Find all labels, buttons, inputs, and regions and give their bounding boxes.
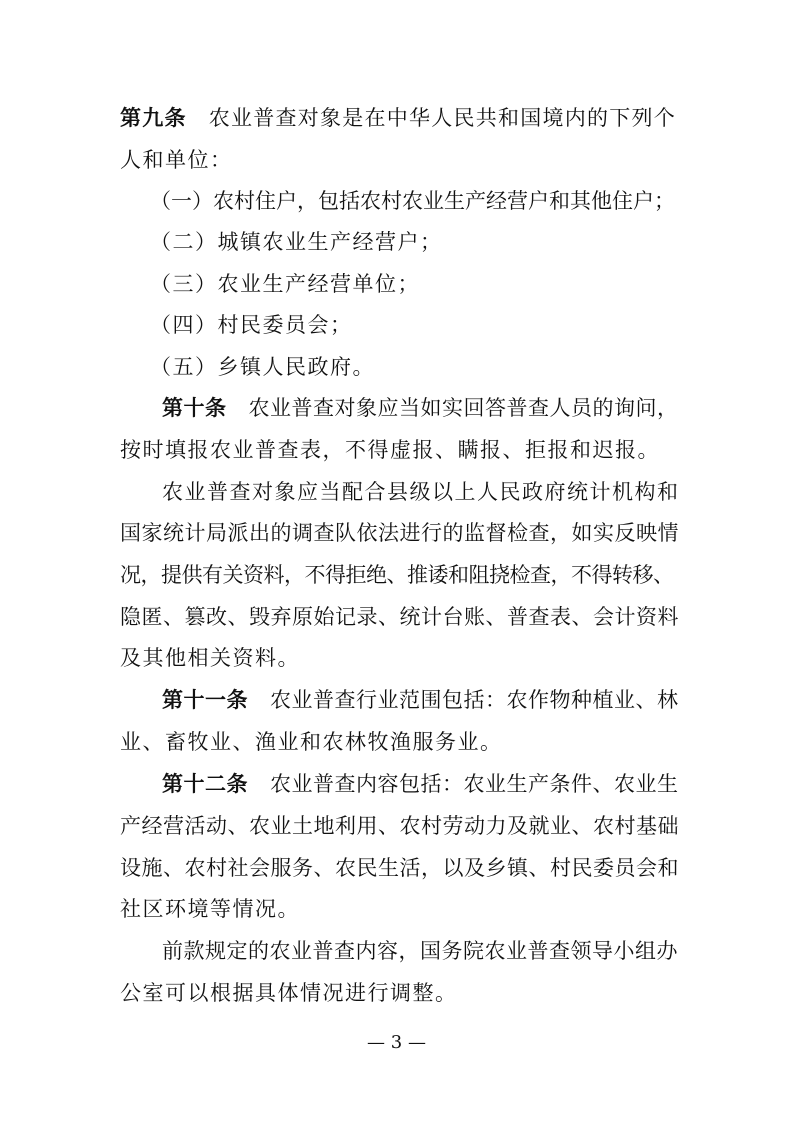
article-11-line-2: 业、畜牧业、渔业和农林牧渔服务业。 xyxy=(120,730,503,754)
article-10-para2-line-5: 及其他相关资料。 xyxy=(120,646,300,670)
article-10-line-2: 按时填报农业普查表，不得虚报、瞒报、拒报和迟报。 xyxy=(120,438,660,462)
article-12-heading: 第十二条 xyxy=(162,772,248,796)
article-12-line-4: 社区环境等情况。 xyxy=(120,897,300,921)
article-11-text: 农业普查行业范围包括：农作物种植业、林 xyxy=(270,688,679,712)
article-12-line-2: 产经营活动、农业土地利用、农村劳动力及就业、农村基础 xyxy=(120,814,679,838)
article-9-line-1 xyxy=(120,103,676,133)
article-10-para2-line-2: 国家统计局派出的调查队依法进行的监督检查，如实反映情 xyxy=(120,521,679,545)
article-12-line-3: 设施、农村社会服务、农民生活，以及乡镇、村民委员会和 xyxy=(120,856,679,880)
article-9-heading: 第九条 xyxy=(120,106,187,130)
article-9-item-3: （三）农业生产经营单位； xyxy=(150,272,420,296)
article-10-heading: 第十条 xyxy=(162,396,227,420)
article-10-text: 农业普查对象应当如实回答普查人员的询问， xyxy=(248,396,679,420)
article-11-heading: 第十一条 xyxy=(162,688,248,712)
article-11-line-1 xyxy=(162,685,679,715)
article-12-para2-line-2: 公室可以根据具体情况进行调整。 xyxy=(120,981,458,1005)
article-10-line-1 xyxy=(162,393,679,423)
article-9-text: 农业普查对象是在中华人民共和国境内的下列个 xyxy=(208,106,676,130)
article-10-para2-line-1: 农业普查对象应当配合县级以上人民政府统计机构和 xyxy=(162,480,680,504)
article-9-line-2: 人和单位： xyxy=(120,148,233,172)
article-12-para2-line-1: 前款规定的农业普查内容，国务院农业普查领导小组办 xyxy=(162,939,678,963)
article-10-para2-line-4: 隐匿、篡改、毁弃原始记录、统计台账、普查表、会计资料 xyxy=(120,605,679,629)
article-12-line-1 xyxy=(162,769,679,799)
page-number: — 3 — xyxy=(367,1032,426,1053)
article-9-item-5: （五）乡镇人民政府。 xyxy=(150,355,375,379)
article-12-text: 农业普查内容包括：农业生产条件、农业生 xyxy=(270,772,679,796)
article-9-item-1: （一）农村住户，包括农村农业生产经营户和其他住户； xyxy=(150,189,675,213)
article-9-item-2: （二）城镇农业生产经营户； xyxy=(150,230,443,254)
article-9-item-4: （四）村民委员会； xyxy=(150,313,353,337)
article-10-para2-line-3: 况，提供有关资料，不得拒绝、推诿和阻挠检查，不得转移、 xyxy=(120,563,674,587)
